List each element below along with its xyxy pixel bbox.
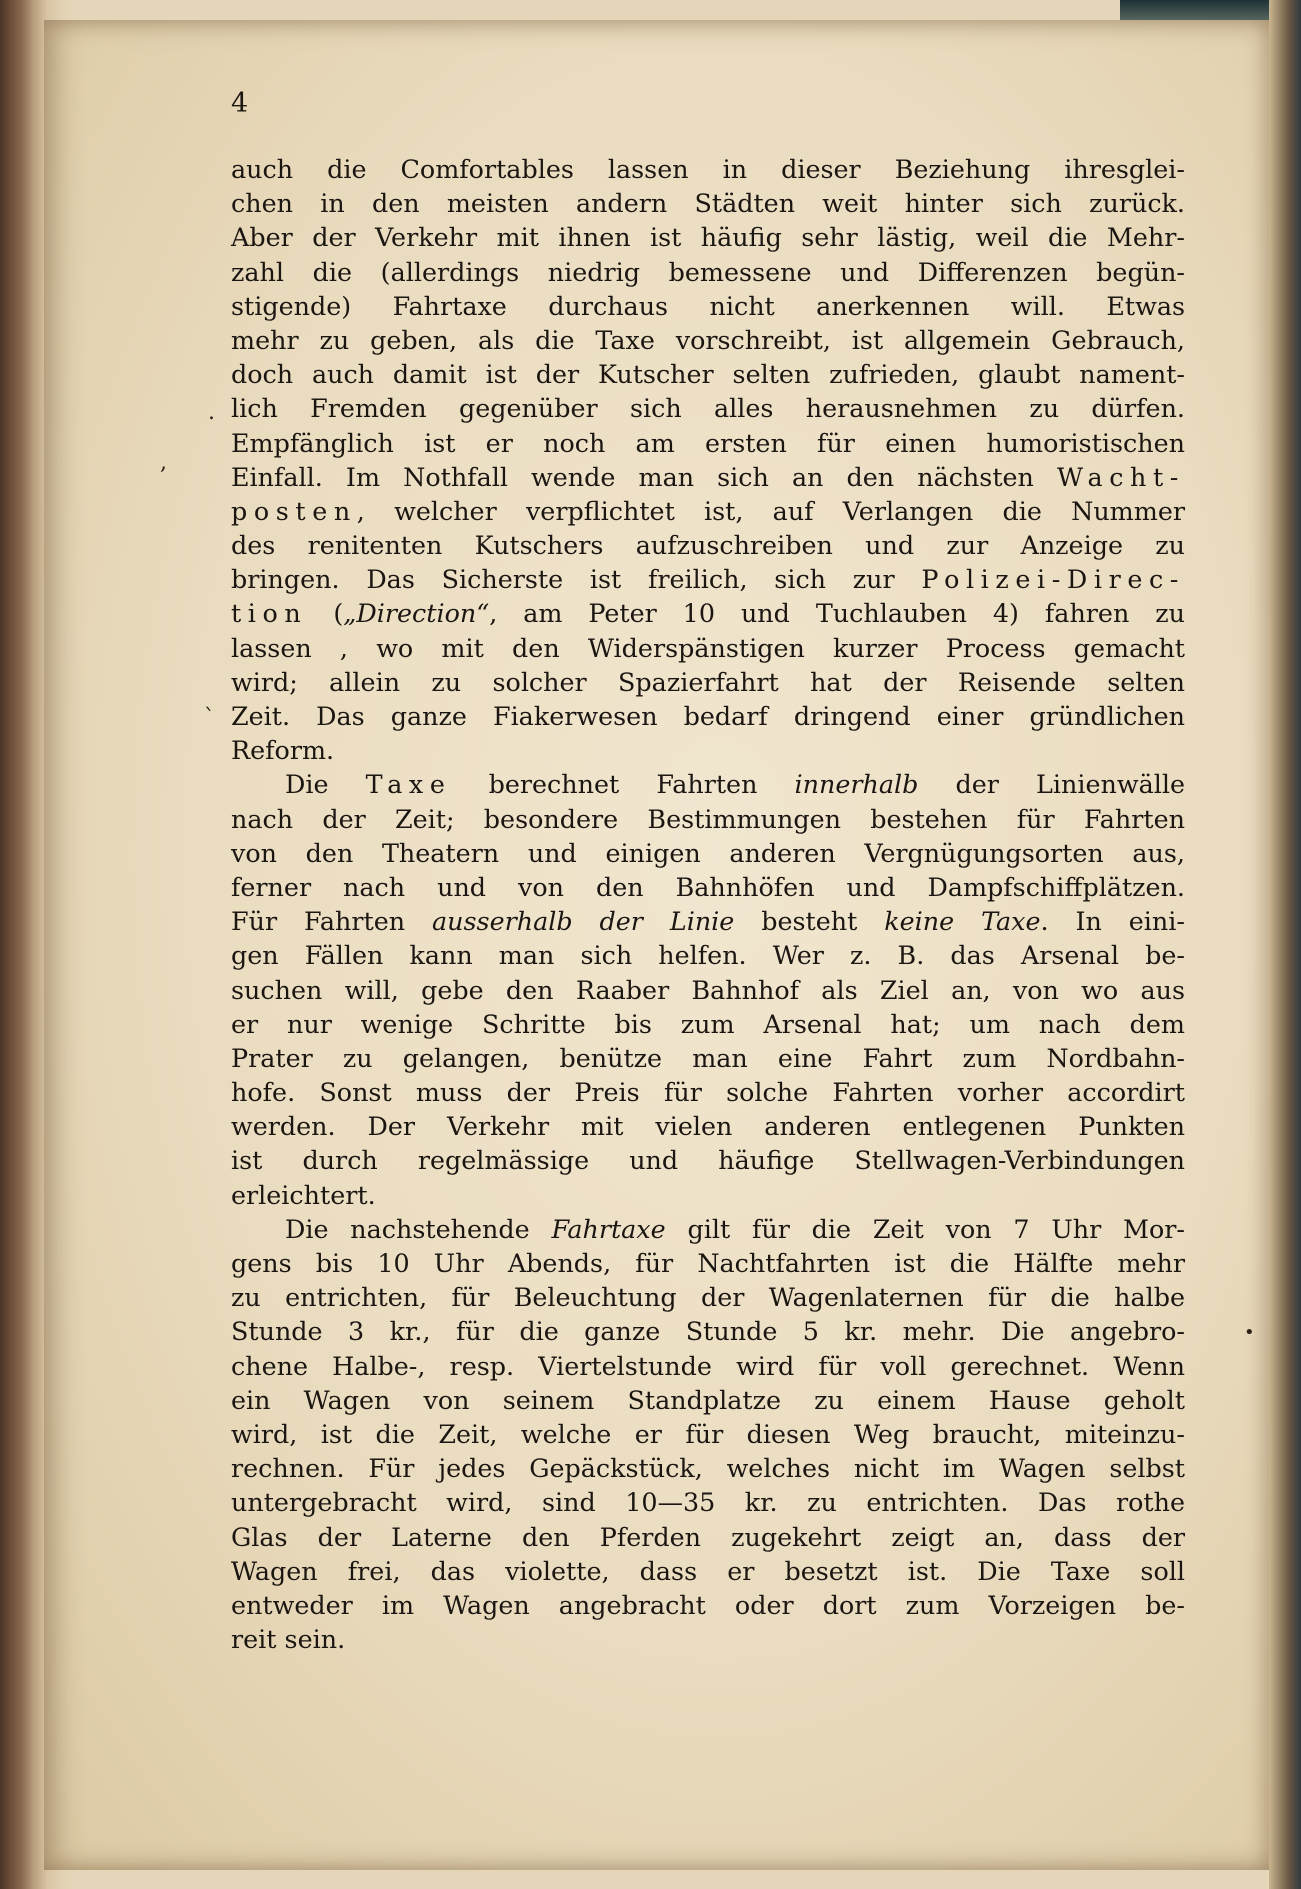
- body-text: [231, 152, 1185, 1656]
- text-line: Stunde 3 kr., für die ganze Stunde 5 kr. mehr. Die angebro-: [231, 1316, 1185, 1347]
- text-line: chene Halbe-, resp. Viertelstunde wird für voll gerechnet. Wenn: [231, 1350, 1185, 1381]
- text-line: Glas der Laterne den Pferden zugekehrt zeigt an, dass der: [231, 1521, 1185, 1552]
- text-line: Die nachstehende Fahrtaxe gilt für die Zeit von 7 Uhr Mor-: [285, 1213, 1186, 1244]
- text-line: wird, ist die Zeit, welche er für diesen Weg braucht, miteinzu-: [231, 1418, 1185, 1449]
- margin-mark: ,: [160, 450, 167, 475]
- text-line: rechnen. Für jedes Gepäckstück, welches nicht im Wagen selbst: [231, 1453, 1185, 1484]
- spaced-emphasis: Wacht-: [1056, 461, 1185, 492]
- text-line: doch auch damit ist der Kutscher selten zufrieden, glaubt nament-: [231, 359, 1185, 390]
- margin-mark: `: [204, 706, 215, 731]
- text-line: von den Theatern und einigen anderen Vergnügungsorten aus,: [231, 837, 1185, 868]
- margin-mark: •: [1244, 1322, 1255, 1343]
- text-line: gens bis 10 Uhr Abends, für Nachtfahrten ist die Hälfte mehr: [231, 1248, 1185, 1278]
- italic-emphasis: „Direction“: [343, 598, 490, 629]
- text-line: Einfall. Im Nothfall wende man sich an den nächsten Wacht-: [231, 461, 1185, 492]
- text-line: zu entrichten, für Beleuchtung der Wagenlaternen für die halbe: [231, 1282, 1185, 1313]
- text-line: posten, welcher verpflichtet ist, auf Verlangen die Nummer: [231, 495, 1185, 526]
- italic-emphasis: ausserhalb der Linie: [432, 906, 735, 937]
- text-line: ein Wagen von seinem Standplatze zu einem Hause geholt: [231, 1384, 1185, 1415]
- text-line: Zeit. Das ganze Fiakerwesen bedarf dringend einer gründlichen: [231, 701, 1185, 731]
- italic-emphasis: Fahrtaxe: [551, 1213, 666, 1244]
- margin-mark: .: [208, 400, 215, 425]
- text-line: des renitenten Kutschers aufzuschreiben und zur Anzeige zu: [231, 530, 1185, 561]
- text-line: entweder im Wagen angebracht oder dort zum Vorzeigen be-: [231, 1589, 1185, 1620]
- text-line: werden. Der Verkehr mit vielen anderen entlegenen Punkten: [231, 1111, 1185, 1142]
- text-line: chen in den meisten andern Städten weit hinter sich zurück.: [231, 188, 1185, 219]
- spaced-emphasis: tion: [231, 598, 308, 629]
- text-line: Die Taxe berechnet Fahrten innerhalb der Linienwälle: [285, 769, 1186, 800]
- text-line: Reform.: [231, 735, 335, 766]
- text-line: lich Fremden gegenüber sich alles herausnehmen zu dürfen.: [231, 393, 1185, 424]
- text-line: Wagen frei, das violette, dass er besetzt ist. Die Taxe soll: [231, 1555, 1185, 1586]
- italic-emphasis: keine Taxe: [884, 906, 1041, 937]
- spaced-emphasis: Taxe: [365, 769, 452, 800]
- text-line: hofe. Sonst muss der Preis für solche Fahrten vorher accordirt: [231, 1077, 1185, 1108]
- text-line: auch die Comfortables lassen in dieser Beziehung ihresglei-: [231, 154, 1185, 184]
- text-line: suchen will, gebe den Raaber Bahnhof als Ziel an, von wo aus: [231, 974, 1185, 1005]
- text-line: mehr zu geben, als die Taxe vorschreibt, ist allgemein Gebrauch,: [231, 324, 1185, 355]
- text-line: gen Fällen kann man sich helfen. Wer z. B. das Arsenal be-: [231, 940, 1185, 971]
- text-line: Für Fahrten ausserhalb der Linie besteht keine Taxe. In eini-: [231, 906, 1185, 937]
- spaced-emphasis: posten: [231, 495, 357, 526]
- italic-emphasis: innerhalb: [794, 769, 919, 800]
- text-line: nach der Zeit; besondere Bestimmungen bestehen für Fahrten: [231, 803, 1185, 834]
- text-line: Prater zu gelangen, benütze man eine Fahrt zum Nordbahn-: [231, 1042, 1185, 1073]
- text-line: ferner nach und von den Bahnhöfen und Dampfschiffplätzen.: [231, 871, 1185, 902]
- text-line: lassen , wo mit den Widerspänstigen kurzer Process gemacht: [231, 632, 1185, 663]
- text-line: zahl die (allerdings niedrig bemessene und Differenzen begün-: [231, 256, 1185, 287]
- text-line: stigende) Fahrtaxe durchaus nicht anerkennen will. Etwas: [231, 290, 1185, 321]
- text-line: tion („Direction“, am Peter 10 und Tuchlauben 4) fahren zu: [231, 598, 1185, 629]
- text-line: ist durch regelmässige und häufige Stellwagen-Verbindungen: [231, 1145, 1185, 1176]
- text-line: Empfänglich ist er noch am ersten für einen humoristischen: [231, 427, 1185, 458]
- text-line: wird; allein zu solcher Spazierfahrt hat der Reisende selten: [231, 666, 1185, 697]
- text-line: reit sein.: [231, 1624, 346, 1655]
- text-line: er nur wenige Schritte bis zum Arsenal hat; um nach dem: [231, 1008, 1185, 1039]
- page-edge-right: [1269, 0, 1301, 1889]
- text-line: untergebracht wird, sind 10—35 kr. zu entrichten. Das rothe: [231, 1487, 1185, 1518]
- spaced-emphasis: Polizei-Direc-: [921, 564, 1185, 595]
- text-line: Aber der Verkehr mit ihnen ist häufig sehr lästig, weil die Mehr-: [231, 222, 1185, 253]
- text-line: bringen. Das Sicherste ist freilich, sich zur Polizei-Direc-: [231, 564, 1185, 595]
- page-number: 4: [231, 88, 249, 119]
- text-line: erleichtert.: [231, 1179, 376, 1210]
